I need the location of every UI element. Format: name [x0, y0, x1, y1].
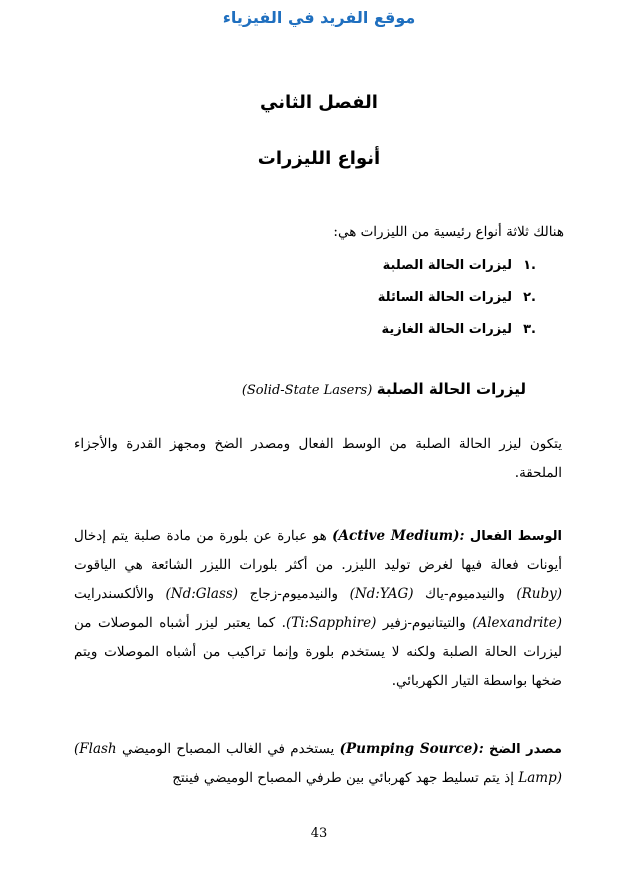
- list-item-number: .٢: [523, 290, 536, 305]
- page-number: 43: [310, 826, 328, 841]
- term-alexandrite: (Alexandrite): [472, 614, 562, 631]
- list-item-label: ليزرات الحالة الصلبة: [382, 258, 512, 273]
- paragraph-pumping-source: [74, 735, 562, 793]
- list-item-label: ليزرات الحالة الغازية: [381, 322, 512, 337]
- paragraph-text: والألكسندرايت: [74, 585, 166, 602]
- term-pumping-source-arabic: مصدر الضخ: [489, 741, 562, 757]
- paragraph-text: هو عبارة عن بلورة من مادة صلبة يتم إدخال أيونات فعالة فيها لغرض توليد الليزر. من أكثر بلورات الليزر الشائعة هي الياقوت: [74, 527, 562, 573]
- term-active-medium-arabic: الوسط الفعال: [469, 528, 562, 544]
- paragraph-text: إذ يتم تسليط جهد كهربائي بين طرفي المصباح الوميضي فينتج: [172, 769, 519, 786]
- intro-text: هنالك ثلاثة أنواع رئيسية من الليزرات هي:: [333, 224, 564, 240]
- term-active-medium-english: (Active Medium):: [332, 527, 465, 544]
- paragraph-text: . كما يعتبر ليزر أشباه الموصلات من ليزرات الحالة الصلبة ولكنه لا يستخدم بلورة وإنما تراكيب من أشباه الموصلات ويتم ضخها بواسطة التيار الكهربائي.: [74, 614, 562, 689]
- section-heading-english: (Solid-State Lasers): [241, 383, 373, 398]
- paragraph-text: والتيتانيوم-زفير: [376, 614, 473, 631]
- paragraph-text: والنيدميوم-زجاج: [238, 585, 350, 602]
- term-flash-lamp: (Flash Lamp): [74, 740, 562, 786]
- paragraph-composition: يتكون ليزر الحالة الصلبة من الوسط الفعال ومصدر الضخ ومجهز القدرة والأجزاء الملحقة.: [74, 435, 562, 481]
- paragraph-text: يستخدم في الغالب المصباح الوميضي: [116, 740, 340, 757]
- chapter-title: الفصل الثاني: [260, 92, 378, 113]
- list-item-number: .١: [523, 258, 536, 273]
- list-item-label: ليزرات الحالة السائلة: [377, 290, 512, 305]
- laser-types-list: [378, 258, 536, 354]
- section-heading: [242, 380, 526, 398]
- paragraph-text: والنيدميوم-ياك: [413, 585, 517, 602]
- list-item: [378, 322, 536, 354]
- section-heading-arabic: ليزرات الحالة الصلبة: [376, 380, 526, 398]
- paragraph-active-medium: [74, 522, 562, 696]
- term-pumping-source-english: (Pumping Source):: [339, 740, 484, 757]
- term-nd-yag: (Nd:YAG): [349, 585, 414, 602]
- term-ruby: (Ruby): [516, 585, 562, 602]
- site-header: موقع الفريد في الفيزياء: [222, 8, 416, 27]
- list-item: [378, 258, 536, 290]
- term-ti-sapphire: (Ti:Sapphire): [285, 614, 377, 631]
- list-item: [378, 290, 536, 322]
- term-nd-glass: (Nd:Glass): [165, 585, 239, 602]
- chapter-subtitle: أنواع الليزرات: [257, 148, 381, 169]
- list-item-number: .٣: [523, 322, 536, 337]
